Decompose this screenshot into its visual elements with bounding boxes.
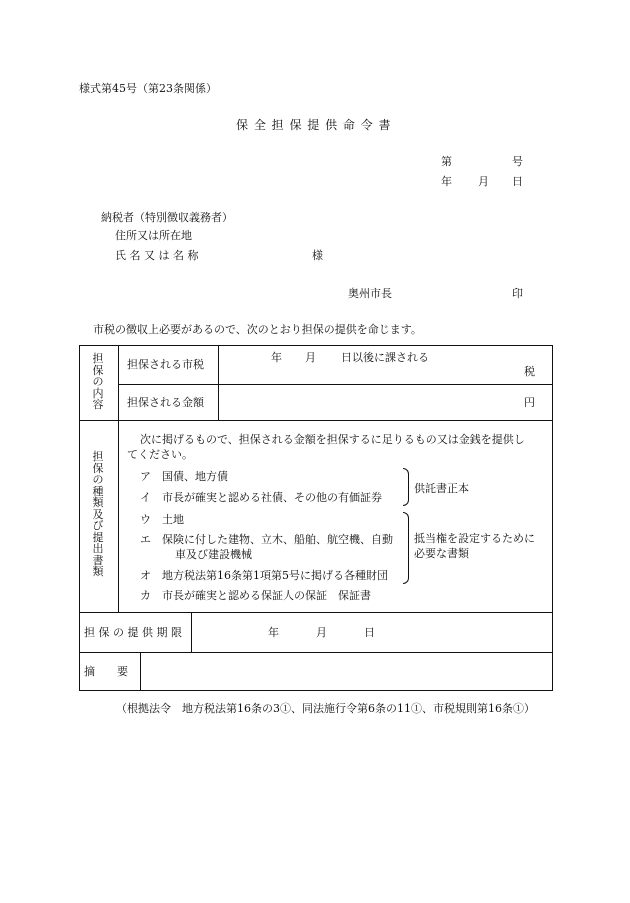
doc-number-suffix: 号 [512,155,523,168]
doc-b-label-1: 抵当権を設定するために [414,532,535,545]
issuer-seal: 印 [512,287,523,300]
name-label: 氏 名 又 は 名 称 [115,249,199,262]
tax-month: 月 [305,351,316,364]
item-f-mark: カ [140,589,151,602]
tax-label: 担保される市税 [127,358,204,371]
brace-a [403,468,409,506]
honorific: 様 [312,249,323,262]
doc-a-label: 供託書正本 [414,482,469,495]
tax-year: 年 [271,351,282,364]
remarks-label: 摘 要 [84,665,128,678]
intro-text: 市税の徴収上必要があるので、次のとおり担保の提供を命じます。 [93,323,422,336]
tax-after: 日以後に課される [341,351,429,364]
item-e-text: 地方税法第16条第1項第5号に掲げる各種財団 [162,569,388,582]
tax-suffix: 税 [524,365,535,378]
date-year: 年 [441,175,452,188]
types-intro-1: 次に掲げるもので、担保される金額を担保するに足りるもの又は金銭を提供し [140,433,525,446]
amount-suffix: 円 [524,396,535,409]
item-b-text: 市長が確実と認める社債、その他の有価証券 [162,491,382,504]
deadline-year: 年 [268,626,279,639]
item-d-text: 保険に付した建物、立木、船舶、航空機、自動 [162,533,393,546]
doc-b-label-2: 必要な書類 [414,547,469,560]
document-title: 保 全 担 保 提 供 命 令 書 [236,118,392,132]
legal-basis: （根拠法令 地方税法第16条の3①、同法施行令第6条の11①、市税規則第16条①） [116,702,535,715]
address-label: 住所又は所在地 [115,229,192,242]
deadline-month: 月 [316,626,327,639]
form-number: 様式第45号（第23条関係） [79,82,217,95]
item-a-mark: ア [140,470,151,483]
amount-label: 担保される金額 [127,396,204,409]
types-intro-2: てください。 [127,448,193,461]
item-d-mark: エ [140,533,151,546]
item-d-text-cont: 車及び建設機械 [175,548,252,561]
content-label: 担 保 の 内 容 [92,352,104,412]
types-label: 担 保 の 種 類 及 び 提 出 書 類 [92,450,104,579]
deadline-label: 担 保 の 提 供 期 限 [84,626,182,639]
doc-number-prefix: 第 [441,155,452,168]
date-day: 日 [512,175,523,188]
item-f-text: 市長が確実と認める保証人の保証 保証書 [162,589,371,602]
item-c-text: 土地 [162,513,184,526]
brace-b [403,512,409,584]
issuer-title: 奥州市長 [348,287,392,300]
deadline-day: 日 [364,626,375,639]
taxpayer-heading: 納税者（特別徴収義務者） [101,211,233,224]
date-month: 月 [478,175,489,188]
item-e-mark: オ [140,569,151,582]
item-c-mark: ウ [140,513,151,526]
item-b-mark: イ [140,491,151,504]
item-a-text: 国債、地方債 [162,470,228,483]
